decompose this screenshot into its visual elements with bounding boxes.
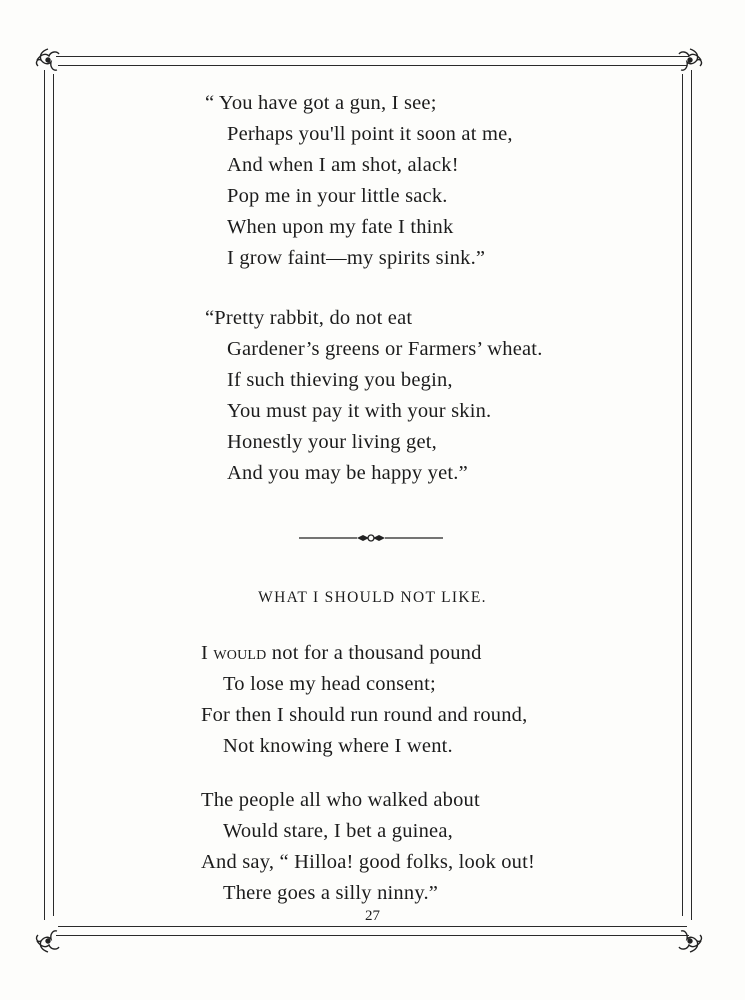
verse-line: “Pretty rabbit, do not eat <box>205 307 413 329</box>
verse-line: I grow faint—my spirits sink.” <box>227 247 486 269</box>
verse-line: For then I should run round and round, <box>201 704 528 726</box>
verse-line: When upon my fate I think <box>227 216 454 238</box>
poem-stanza-2 <box>201 785 535 909</box>
border-rule-bottom-inner <box>58 926 687 927</box>
border-rule-bottom-outer <box>56 935 689 936</box>
poem-title: WHAT I SHOULD NOT LIKE. <box>258 589 487 606</box>
verse-line: Would stare, I bet a guinea, <box>223 820 453 842</box>
verse-line: Pop me in your little sack. <box>227 185 448 207</box>
verse-line: If such thieving you begin, <box>227 369 453 391</box>
verse-line: You must pay it with your skin. <box>227 400 492 422</box>
verse-line: And say, “ Hilloa! good folks, look out! <box>201 851 536 873</box>
verse-line: To lose my head consent; <box>223 673 436 695</box>
divider-ornament-icon <box>297 531 445 545</box>
first-line-rest: not for a thousand pound <box>266 642 482 664</box>
corner-ornament-icon <box>675 45 705 75</box>
verse-line: There goes a silly ninny.” <box>223 882 439 904</box>
verse-line <box>201 638 527 669</box>
border-rule-right-inner <box>682 74 683 916</box>
verse-line: Not knowing where I went. <box>223 735 453 757</box>
corner-ornament-icon <box>33 926 63 956</box>
stanza-gun <box>205 88 513 274</box>
verse-line: “ You have got a gun, I see; <box>205 92 437 114</box>
corner-ornament-icon <box>33 45 63 75</box>
poem-stanza-1 <box>201 638 527 762</box>
verse-line: Gardener’s greens or Farmers’ wheat. <box>227 338 543 360</box>
page-number: 27 <box>365 908 380 924</box>
border-rule-left-inner <box>53 74 54 916</box>
verse-line: And you may be happy yet.” <box>227 462 468 484</box>
corner-ornament-icon <box>675 926 705 956</box>
border-rule-top-outer <box>56 56 689 57</box>
small-caps-word: would <box>213 642 267 664</box>
verse-line: The people all who walked about <box>201 789 480 811</box>
verse-line: Perhaps you'll point it soon at me, <box>227 123 513 145</box>
stanza-rabbit <box>205 303 543 489</box>
border-rule-right-outer <box>691 70 692 920</box>
verse-line: Honestly your living get, <box>227 431 437 453</box>
verse-line: And when I am shot, alack! <box>227 154 459 176</box>
border-rule-top-inner <box>58 65 687 66</box>
first-letter: I <box>201 642 209 664</box>
border-rule-left-outer <box>44 70 45 920</box>
